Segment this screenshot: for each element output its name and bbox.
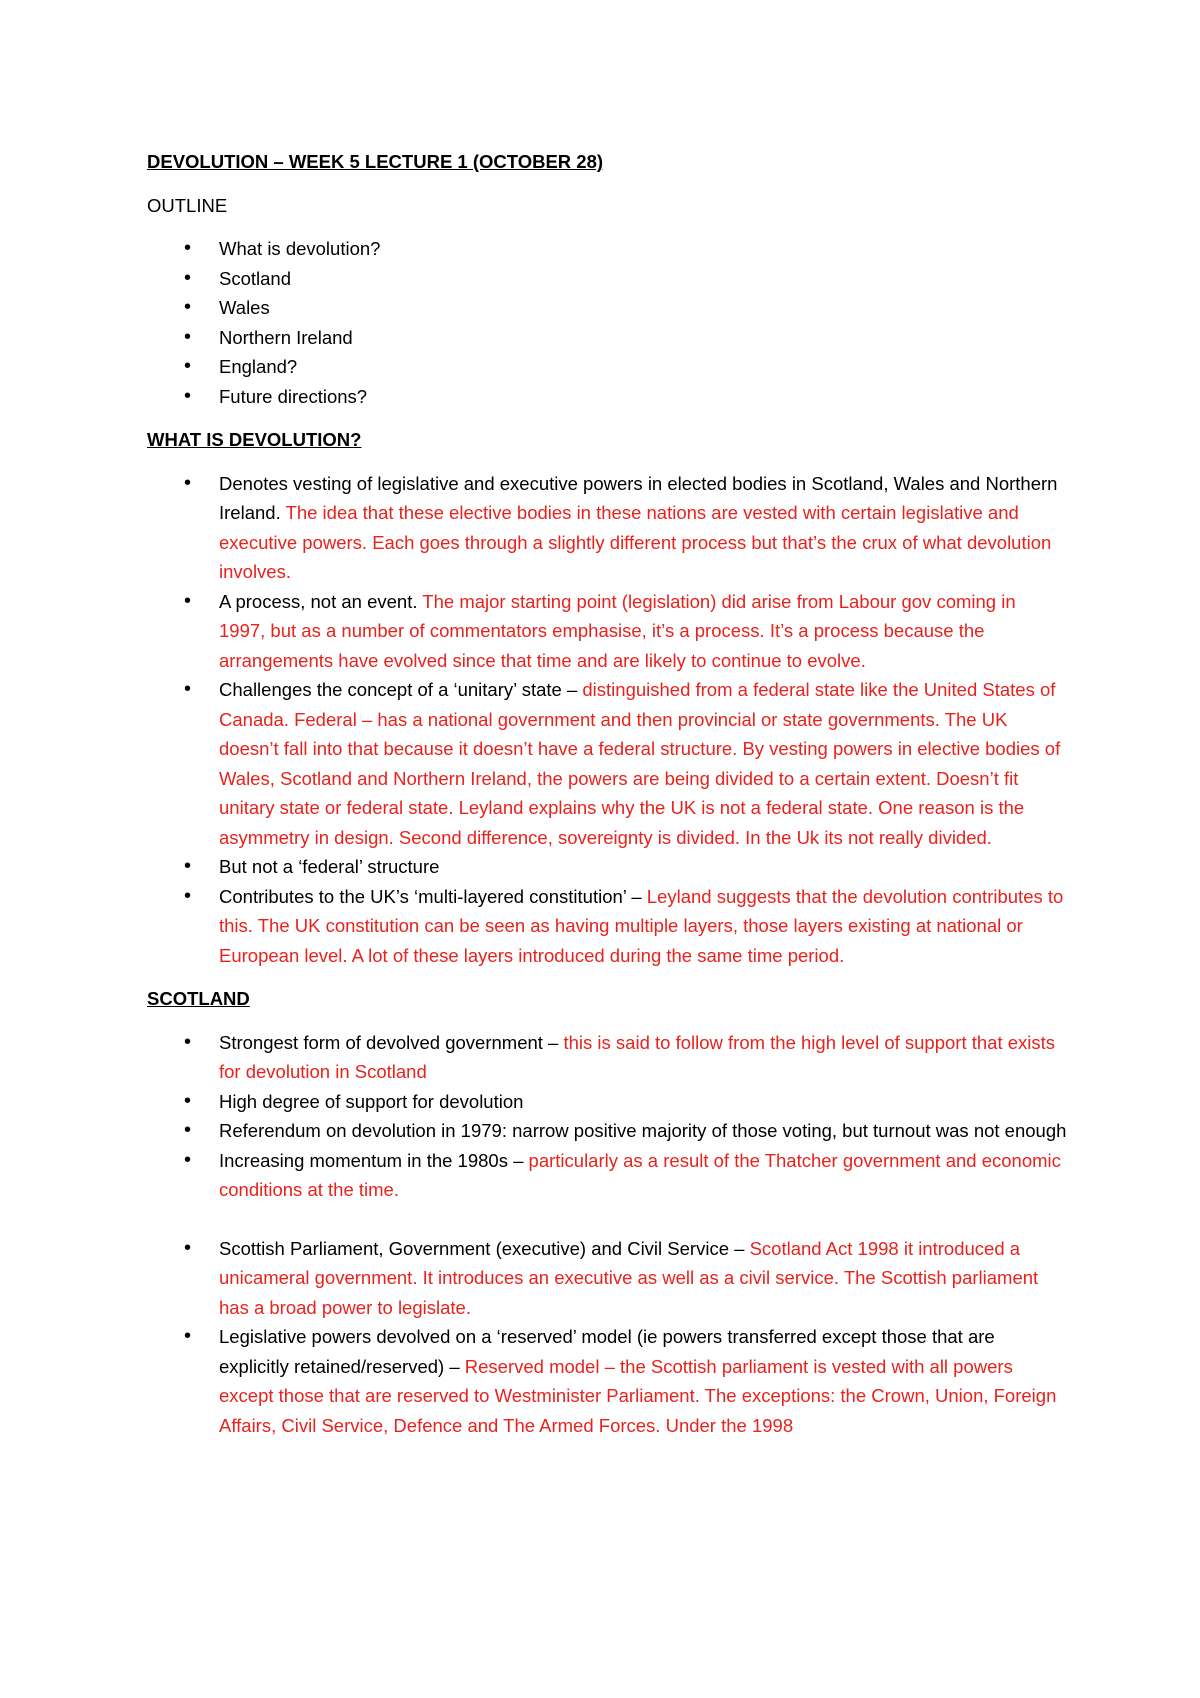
outline-list xyxy=(147,234,1067,411)
list-item: • England? xyxy=(147,352,1067,382)
bullet-text: Referendum on devolution in 1979: narrow positive majority of those voting, but turnout was not enough xyxy=(219,1120,1067,1141)
list-item xyxy=(147,1146,1067,1205)
document-title: DEVOLUTION – WEEK 5 LECTURE 1 (OCTOBER 28) xyxy=(147,151,604,172)
bullet-text: High degree of support for devolution xyxy=(219,1090,524,1112)
list-item xyxy=(147,852,1067,882)
lecture-note: particularly as a result of the Thatcher government and economic conditions at the time. xyxy=(219,1149,1061,1200)
bullet-text: But not a ‘federal’ structure xyxy=(219,856,440,877)
list-item xyxy=(147,675,1067,852)
list-item: • Future directions? xyxy=(147,382,1067,412)
what-is-devolution-list xyxy=(147,469,1067,971)
list-item xyxy=(147,1234,1067,1323)
list-item: • What is devolution? xyxy=(147,234,1067,264)
bullet-text: Strongest form of devolved government – xyxy=(219,1031,564,1053)
lecture-note: Leyland suggests that the devolution contributes to this. The UK constitution can be seen as having multiple layers, those layers existing at national or European level. A lot of these layers introduced during the same time period. xyxy=(219,885,1064,966)
bullet-text: Legislative powers devolved on a ‘reserved’ model (ie powers transferred except those that are explicitly retained/reserved) – xyxy=(219,1326,995,1377)
list-item xyxy=(147,1087,1067,1117)
bullet-text: Contributes to the UK’s ‘multi-layered constitution’ – xyxy=(219,885,642,907)
list-item xyxy=(147,1028,1067,1087)
list-item xyxy=(147,1116,1067,1146)
bullet-text: Challenges the concept of a ‘unitary’ state – xyxy=(219,679,583,700)
lecture-note: The idea that these elective bodies in these nations are vested with certain legislative and executive powers. Each goes through a slightly different process but that’s the crux of what devolution involves. xyxy=(219,502,1052,582)
bullet-text: A process, not an event. xyxy=(219,590,418,612)
lecture-note: Scotland Act 1998 it introduced a unicameral government. It introduces an executive as well as a civil service. The Scottish parliament has a broad power to legislate. xyxy=(219,1237,1039,1318)
list-item: • Northern Ireland xyxy=(147,323,1067,353)
lecture-note: this is said to follow from the high level of support that exists for devolution in Scotland xyxy=(219,1031,1056,1082)
blank-line xyxy=(147,1205,1067,1234)
lecture-note: Reserved model – the Scottish parliament is vested with all powers except those that are reserved to Westminister Parliament. The exceptions: the Crown, Union, Foreign Affairs, Civil Service, Defence and The Armed Forces. Under the 1998 xyxy=(219,1355,1057,1436)
list-item xyxy=(147,469,1067,587)
lecture-note: distinguished from a federal state like the United States of Canada. Federal – has a national government and then provincial or state governments. The UK doesn’t fall into that because it doesn’t have a federal structure. By vesting powers in elective bodies of Wales, Scotland and Northern Ireland, the powers are being divided to a certain extent. Doesn’t fit unitary state or federal state. Leyland explains why the UK is not a federal state. One reason is the asymmetry in design. Second difference, sovereignty is divided. In the Uk its not really divided. xyxy=(219,679,1061,848)
bullet-text: Denotes vesting of legislative and executive powers in elected bodies in Scotland, Wales and Northern Ireland. xyxy=(219,472,1058,523)
list-item xyxy=(147,587,1067,676)
bullet-text: Scottish Parliament, Government (executive) and Civil Service – xyxy=(219,1237,750,1259)
section-heading-what-is-devolution: WHAT IS DEVOLUTION? xyxy=(147,429,362,450)
document-body xyxy=(147,147,1067,1454)
section-heading-scotland: SCOTLAND xyxy=(147,988,250,1009)
lecture-note: The major starting point (legislation) did arise from Labour gov coming in 1997, but as a number of commentators emphasise, it’s a process. It’s a process because the arrangements have evolved since that time and are likely to continue to evolve. xyxy=(219,590,1016,671)
scotland-list-b xyxy=(147,1234,1067,1441)
outline-heading: OUTLINE xyxy=(147,194,228,216)
list-item xyxy=(147,882,1067,971)
list-item: • Scotland xyxy=(147,264,1067,294)
list-item: • Wales xyxy=(147,293,1067,323)
scotland-list-a xyxy=(147,1028,1067,1205)
bullet-text: Increasing momentum in the 1980s – xyxy=(219,1149,529,1171)
list-item xyxy=(147,1322,1067,1440)
